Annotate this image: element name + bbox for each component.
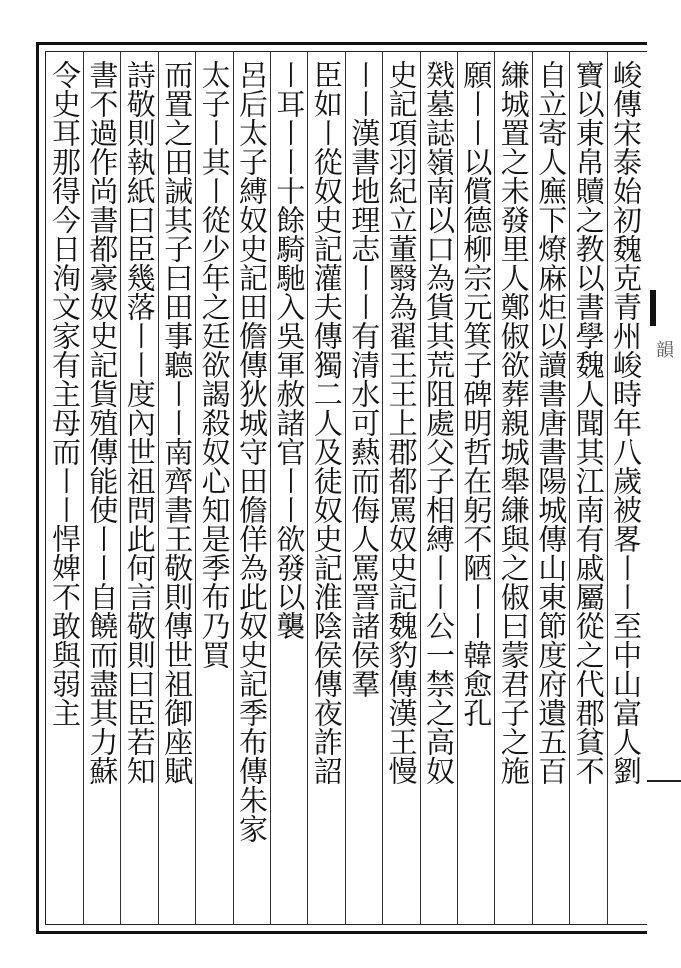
column-rule xyxy=(457,52,458,924)
column-rule xyxy=(83,52,84,924)
text-column: 書不過作尚書都豪奴史記貨殖傳能使〡〡自饒而盡其力蘇 xyxy=(85,60,120,785)
column-rule xyxy=(607,52,608,924)
text-column: 縑城置之未發里人鄭俶欲葬親城舉縑與之俶曰蒙君子之施 xyxy=(496,60,531,785)
column-rule xyxy=(569,52,570,924)
column-rule xyxy=(195,52,196,924)
margin-label: 韻 xyxy=(653,340,674,358)
column-rule xyxy=(345,52,346,924)
text-column: 寶以東帛贖之教以書學魏人聞其江南有戚屬從之代郡貧不 xyxy=(571,60,606,785)
text-column: 願〡〡以償德柳宗元箕子碑明哲在躬不陋〡〡韓愈孔 xyxy=(459,60,494,727)
column-rule xyxy=(420,52,421,924)
column-rule xyxy=(158,52,159,924)
text-column: 太子〡其〡從少年之廷欲謁殺奴心知是季布乃買 xyxy=(197,60,232,669)
column-rule xyxy=(270,52,271,924)
text-column: 〡〡漢書地理志〡〡有清水可爇而侮人罵詈諸侯羣 xyxy=(347,60,382,698)
column-rule xyxy=(120,52,121,924)
column-rule xyxy=(233,52,234,924)
text-column: 史記項羽紀立董翳為翟王王上郡都罵奴史記魏豹傳漢王慢 xyxy=(384,60,419,785)
text-column: 呂后太子縛奴史記田儋傳狄城守田儋佯為此奴史記季布傳朱家 xyxy=(234,60,269,843)
text-block xyxy=(45,51,647,925)
page-border xyxy=(36,42,647,934)
text-column: 自立寄人廡下燎麻炬以讀書唐書陽城傳山東節度府遺五百 xyxy=(534,60,569,785)
text-column: 戣墓誌嶺南以口為貨其荒阻處父子相縛〡〡公一禁之高奴 xyxy=(421,60,456,785)
column-rule xyxy=(382,52,383,924)
text-column: 而置之田誡其子曰田事聽〡〡南齊書王敬則傳世祖御座賦 xyxy=(160,60,195,785)
column-rule xyxy=(532,52,533,924)
text-column: 詩敬則執紙曰臣幾落〡〡度內世祖問此何言敬則曰臣若知 xyxy=(122,60,157,785)
column-rule xyxy=(307,52,308,924)
text-column: 〡耳〡〡十餘騎馳入吳軍赦諸官〡〡欲發以襲 xyxy=(272,60,307,640)
fold-mark xyxy=(650,290,656,326)
text-column: 臣如〡從奴史記灌夫傳獨二人及徒奴史記淮陰侯傳夜詐詔 xyxy=(309,60,344,785)
column-rule xyxy=(494,52,495,924)
text-column: 峻傳宋泰始初魏克青州峻時年八歲被畧〡〡至中山富人劉 xyxy=(608,60,643,785)
fold-divider xyxy=(647,780,681,782)
text-column: 令史耳那得今日洵文家有主母而〡〡悍婢不敢與弱主 xyxy=(48,60,82,727)
